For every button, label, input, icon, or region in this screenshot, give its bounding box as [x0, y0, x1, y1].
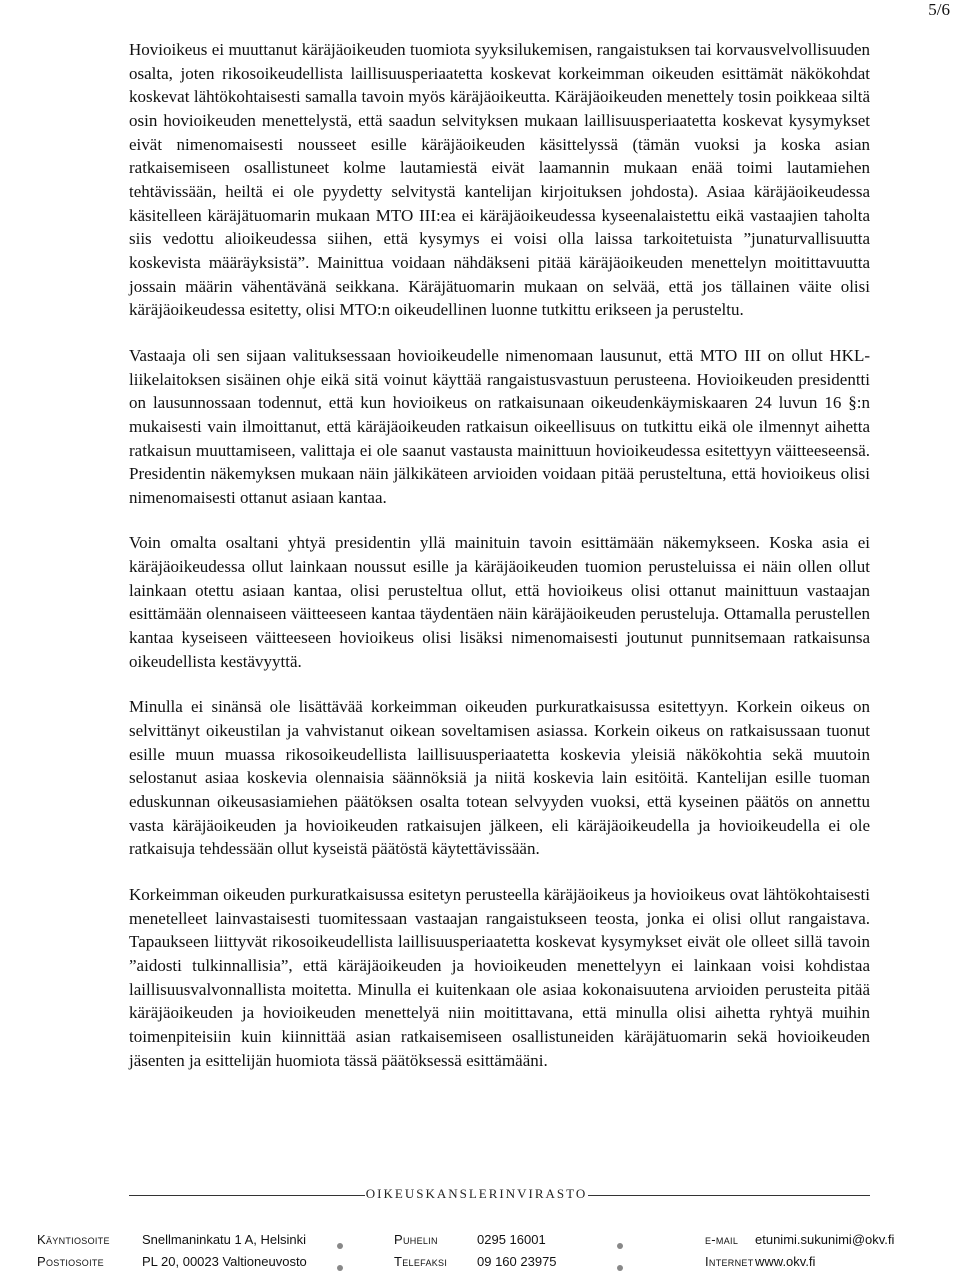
paragraph-3: Voin omalta osaltani yhtyä presidentin yllä mainituin tavoin esittämään näkemykseen. Koska asia ei käräjäoikeudessa ollut lainkaan noussut esille ja käräjäoikeuden tuomion perusteluissa ei näin ollen ollut lainkaan otettu asiaan kantaa, olisi perusteltua ollut, että hovioikeus olisi ottanut mainittuun vastaajan esittämään olennaiseen väitteeseen kantaa täydentäen näin käräjäoikeuden perusteluja. Ottamalla perustellen kantaa kyseiseen väitteeseen hovioikeus olisi lisäksi nimenomaisesti joutunut punnitsemaan ratkaisunsa oikeudellista kestävyyttä. — [129, 533, 870, 671]
visit-address-label: Käyntiosoite — [37, 1232, 110, 1247]
internet-label: Internet — [705, 1254, 754, 1269]
visit-address-value: Snellmaninkatu 1 A, Helsinki — [142, 1232, 307, 1247]
footer-divider-left — [129, 1195, 365, 1196]
paragraph-4: Minulla ei sinänsä ole lisättävää korkeimman oikeuden purkuratkaisussa esitettyyn. Korkein oikeus on selvittänyt oikeustilan ja vahvistanut oikean soveltamisen asiassa. Korkein oikeus on ratkaisussaan tuonut esille muun muassa rikosoikeudellista laillisuusperiaatetta koskevia yleisiä näkökohtia sekä muutoin selostanut asiaa koskevia olennaisia säännöksiä ja niitä koskevia lain esitöitä. Kantelijan esille tuoman eduskunnan oikeusasiamiehen päätöksen osalta totean selvyyden vuoksi, että kyseinen päätös on annettu vasta käräjäoikeuden ja hovioikeuden ratkaisujen jälkeen, eli käräjäoikeudella ja hovioikeudella ei ole ratkaisuja tehdessään ollut kyseistä päätöstä käytettävissään. — [129, 697, 870, 859]
footer-row-visit — [37, 1232, 927, 1254]
footer-divider-right — [588, 1195, 870, 1196]
footer-contact-info — [37, 1232, 927, 1276]
footer-row-postal — [37, 1254, 927, 1276]
page-number: 5/6 — [928, 0, 950, 19]
email-label: e-mail — [705, 1232, 739, 1247]
separator-dot-icon — [617, 1243, 623, 1249]
fax-label: Telefaksi — [394, 1254, 448, 1269]
paragraph-5: Korkeimman oikeuden purkuratkaisussa esitetyn perusteella käräjäoikeus ja hovioikeus ovat lähtökohtaisesti menetelleet lainvastaisesti tuomitessaan vastaajan rangaistukseen teosta, jonka ei olisi ollut rangaistava. Tapaukseen liittyvät rikosoikeudellista laillisuusperiaatetta koskevat kysymykset eivät ole olleet sillä tavoin ”aidosti tulkinnallisia”, että käräjäoikeuden ja hovioikeuden menettelyyn ei lainkaan voisi kohdistaa laillisuusvalvonnallista moitetta. Minulla ei kuitenkaan ole asiaa kokonaisuutena arvioiden perusteita pitää käräjäoikeuden ja hovioikeuden menettelyä niin moitittavana, että minulla olisi aihetta ryhtyä muihin toimenpiteisiin kuin kiinnittää asian ratkaisemiseen osallistuneiden käräjätuomarin sekä hovioikeuden jäsenten ja esittelijän huomiota tässä päätöksessä esittämääni. — [129, 885, 870, 1070]
paragraph-2: Vastaaja oli sen sijaan valituksessaan hovioikeudelle nimenomaan lausunut, että MTO III on ollut HKL-liikelaitoksen sisäinen ohje eikä sitä voinut käyttää rangaistusvastuun perusteena. Hovioikeuden presidentti on lausunnossaan todennut, että kun hovioikeus on ratkaisunaan oikeudenkäymiskaaren 24 luvun 16 §:n mukaisesti vain ilmoittanut, että käräjäoikeuden ratkaisun oikeellisuus on tutkittu eikä ole ilmennyt aihetta ratkaisun muuttamiseen, valittaja ei ole saanut vastausta mainittuun hovioikeudessa esitettyyn väitteeseensä. Presidentin näkemyksen mukaan näin jälkikäteen arvioiden voidaan pitää perusteltuna, että hovioikeus olisi nimenomaisesti ottanut asiaan kantaa. — [129, 345, 870, 507]
website-link[interactable]: www.okv.fi — [755, 1254, 816, 1269]
postal-address-value: PL 20, 00023 Valtioneuvosto — [142, 1254, 307, 1269]
document-body — [129, 38, 870, 1094]
paragraph-1: Hovioikeus ei muuttanut käräjäoikeuden tuomiota syyksilukemisen, rangaistuksen tai korvausvelvollisuuden osalta, joten rikosoikeudellista laillisuusperiaatetta koskevat korkeimman oikeuden esittämät näkökohdat koskevat lähtökohtaisesti samalla tavoin myös käräjäoikeutta. Käräjäoikeuden menettely tosin poikkeaa siltä osin hovioikeuden menettelystä, että saadun selvityksen mukaan laillisuusperiaatetta koskevat kysymykset eivät nimenomaisesti nousseet esille käräjäoikeuden käsittelyssä (tämän vuoksi ja koska asian ratkaisemiseen osallistuneet kolme lautamiestä eivät laamannin mukaan enää toimi lautamiehen tehtävissään, heiltä ei ole pyydetty selvitystä kantelijan kirjoituksen johdosta). Asiaa käräjäoikeudessa käsitelleen käräjätuomarin mukaan MTO III:ea ei käräjäoikeudessa kyseenalaistettu eikä vastaajien taholta siis vedottu alioikeudessa siihen, että kysymys ei voisi olla laissa tarkoitetuista ”junaturvallisuutta koskevista määräyksistä”. Mainittua voidaan nähdäkseni pitää käräjäoikeuden menettelyn moitittavuutta jossain määrin vähentävänä seikkana. Käräjätuomarin mukaan on selvää, että jos tällainen väite olisi käräjäoikeudessa esitetty, olisi MTO:n oikeudellinen luonne tutkittu erikseen ja perusteltu. — [129, 40, 870, 320]
separator-dot-icon — [617, 1265, 623, 1271]
separator-dot-icon — [337, 1243, 343, 1249]
agency-name: OIKEUSKANSLERINVIRASTO — [365, 1186, 588, 1201]
fax-value: 09 160 23975 — [477, 1254, 557, 1269]
phone-value: 0295 16001 — [477, 1232, 546, 1247]
separator-dot-icon — [337, 1265, 343, 1271]
postal-address-label: Postiosoite — [37, 1254, 104, 1269]
email-value[interactable]: etunimi.sukunimi@okv.fi — [755, 1232, 895, 1247]
phone-label: Puhelin — [394, 1232, 438, 1247]
